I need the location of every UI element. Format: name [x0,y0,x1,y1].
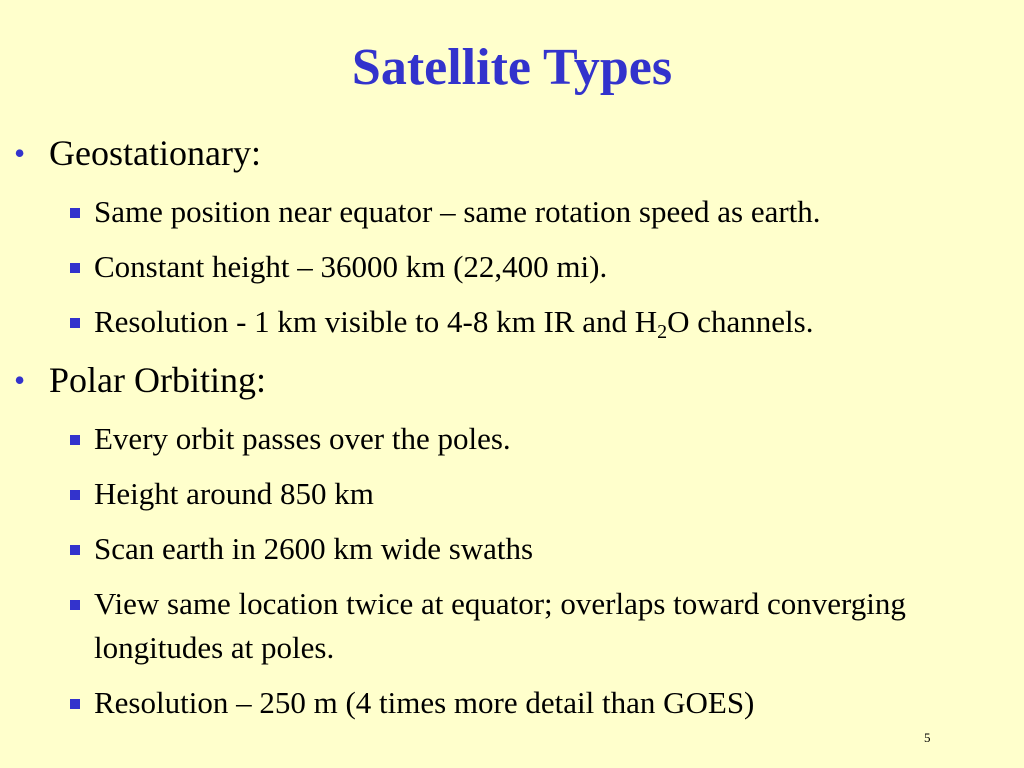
section-heading-geostationary [14,128,1014,178]
section-heading-polar-orbiting [14,355,1014,405]
square-bullet-icon [70,318,80,328]
list-item [14,582,1014,670]
page-number: 5 [924,730,931,745]
list-item-text: Resolution – 250 m (4 times more detail than GOES) [94,685,755,720]
slide-content [14,128,1014,736]
square-bullet-icon [70,490,80,500]
square-bullet-icon [70,600,80,610]
list-item-text: View same location twice at equator; overlaps toward converging longitudes at poles. [94,586,906,665]
bullet-icon: • [14,362,26,398]
square-bullet-icon [70,545,80,555]
slide-title: Satellite Types [351,39,673,96]
subscript-text: 2 [657,321,668,343]
list-item [14,681,1014,725]
list-item-text: Constant height – 36000 km (22,400 mi). [94,249,608,284]
list-item [14,527,1014,571]
list-item-text-part: Resolution - 1 km visible to 4-8 km IR and H [94,304,658,339]
list-item-text-part: O channels. [667,304,814,339]
list-item [14,245,1014,289]
list-item [14,417,1014,461]
square-bullet-icon [70,263,80,273]
list-item [14,190,1014,234]
square-bullet-icon [70,435,80,445]
bullet-icon: • [14,135,26,171]
square-bullet-icon [70,208,80,218]
list-item-text: Height around 850 km [94,476,374,511]
list-item-text [94,304,814,343]
section-heading-label: Geostationary: [49,133,261,173]
list-item-text: Every orbit passes over the poles. [94,421,511,456]
list-item-text: Same position near equator – same rotation speed as earth. [94,194,821,229]
square-bullet-icon [70,699,80,709]
list-item [14,300,1014,344]
list-item-text: Scan earth in 2600 km wide swaths [94,531,534,566]
section-heading-label: Polar Orbiting: [49,360,266,400]
list-item [14,472,1014,516]
